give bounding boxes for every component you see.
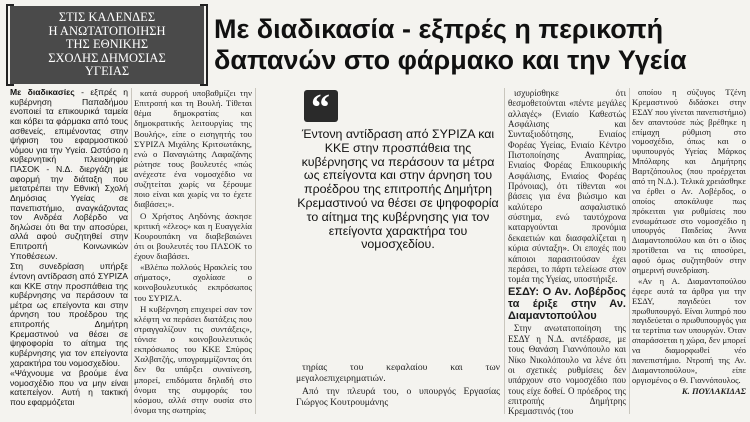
column-2-paragraph-2: Ο Χρήστος Αηδόνης άσκησε κριτική «έλεος» και η Ευαγγελία Κουρουπάκη να διαβεβαιώνει ότι οι βουλευτές του ΠΑΣΟΚ το έχουν διαβάσει. [134, 210, 252, 261]
column-divider [131, 88, 132, 414]
article-column-2 [134, 88, 252, 415]
kicker-line: Η ΑΝΩΤΑΤΟΠΟΙΗΣΗ [48, 23, 166, 38]
column-3-paragraph-2: Από την πλευρά του, ο υπουργός Εργασίας Γιώργος Κουτρουμάνης [296, 385, 500, 408]
kicker-line: ΣΧΟΛΗΣ ΔΗΜΟΣΙΑΣ [48, 50, 166, 65]
column-2-paragraph-4: Η κυβέρνηση επιχειρεί σαν τον κλέφτη να περάσει διατάξεις που στραγγαλίζουν τις συντάξεις», τόνισε ο κοινοβουλευτικός εκπρόσωπος του ΚΚΕ Σπύρος Χαλβατζής, υπογραμμίζοντας ότι δεν θα υπάρξει συναίνεση, μπορεί, επιδόματα δηλαδή στο όνομα της συμφοράς του κόσμου, αλλά στην ουσία στο όνομα της σωτηρίας [134, 303, 252, 415]
column-divider [255, 88, 256, 414]
section-subhead: ΕΣΔΥ: Ο Αν. Λοβέρδος τα έριξε στην Αν. Διαμαντοπούλου [508, 285, 626, 323]
column-5-paragraph-2: «Αν η Α. Διαμαντοπούλου έφερε αυτά τα άρθρα για την ΕΣΔΥ, παγιδεύει τον πρωθυπουργό. Είναι λυπηρό που παγιδεύεται ο πρωθυπουργός για τα τερτίπια των υπουργών. Όταν σπαράσσεται η χώρα, δεν μπορεί να διαμορφωθεί νέο πανεπιστήμιο. Ντροπή της Αν. Διαμαντοπούλου», είπε οργισμένος ο Θ. Γιαννόπουλος. [632, 275, 746, 385]
lead-in: Με διαδικασίες [10, 87, 75, 97]
column-divider [629, 88, 630, 414]
pull-quote [296, 87, 500, 252]
quote-icon: “ [304, 90, 338, 122]
column-1-paragraph-3: «Ψάχνουμε να βρούμε ένα νομοσχέδιο που να μην είναι κατεπείγον. Αυτή η τακτική που εφαρμόζεται [10, 368, 128, 407]
headline [214, 14, 744, 76]
article-column-3 [296, 362, 500, 408]
kicker-box [10, 6, 204, 84]
column-3-paragraph-1: τηρίας του κεφαλαίου και των μεγαλοεπιχειρηματιών. [296, 362, 500, 385]
author-signature: Κ. ΠΟΥΛΑΚΙΔΑΣ [681, 385, 746, 396]
column-4-paragraph-1: ισχυρίσθηκε ότι θεσμοθετούνται «πέντε μεγάλες αλλαγές» (Ενιαίο Καθεστώς Ασφάλισης και Συνταξιοδότησης, Ενιαίος Φορέας Υγείας, Ενιαίο Κέντρο Πιστοποίησης Αναπηρίας, Ενιαίος Φορέας Επικουρικής Ασφάλισης, Ενιαίος Φορέας Πρόνοιας), ότι τίθενται «οι βάσεις για ένα βιώσιμο και καλύτερο ασφαλιστικό σύστημα, ενώ ταυτόχρονα καταργούνται προνόμια δεκαετιών και διασφαλίζεται η κύρια σύνταξη». Οι εποχές που κάποιοι παρασιτούσαν έχει περάσει, το πάρτι τελείωσε στον τομέα της Υγείας, υποστήριξε. [508, 88, 626, 285]
kicker-line: ΤΗΣ ΕΘΝΙΚΗΣ [65, 37, 149, 51]
column-1-paragraph-1 [10, 88, 128, 261]
kicker-line: ΥΓΕΙΑΣ [84, 64, 130, 78]
headline-line-1: Με διαδικασία - εξπρές η περικοπή [214, 14, 664, 44]
column-2-paragraph-1: κατά συρροή υποβαθμίζει την Επιτροπή και τη Βουλή. Τίθεται θέμα δημοκρατίας και δημοκρατικής λειτουργίας της Βουλής», είπε ο εισηγητής του ΣΥΡΙΖΑ Μιχάλης Κριτσωτάκης, ενώ ο Παναγιώτης Λαφαζάνης ρώτησε τους βουλευτές «πώς ανέχεστε ένα νομοσχέδιο να συζητείται χωρίς να ξέρουμε ποιο είναι και χωρίς να το έχετε διαβάσει;». [134, 88, 252, 210]
article-column-5 [632, 88, 746, 397]
lead-paragraph-text: - εξπρές η κυβέρνηση Παπαδήμου ενοποιεί τα επικουρικά ταμεία και κόβει τα φάρμακα από τους ασθενείς, επιμένοντας στην ψήφιση του εφαρμοστικού νόμου για την Υγεία. Ωστόσο η κυβερνητική πλειοψηφία ΠΑΣΟΚ - Ν.Δ. διεργάζη με αφορμή την διάταξη που μετατρέπει την Εθνική Σχολή Δημόσιας Υγείας σε πανεπιστήμιο, αναγκάζοντας τον Ανδρέα Λοβέρδο να δηλώσει ότι θα την αποσύρει, αλλά αφού συζητηθεί στην Επιτροπή Κοινωνικών Υποθέσεων. [10, 87, 128, 261]
headline-line-2: δαπανών στο φάρμακο και την Υγεία [214, 45, 687, 75]
column-divider [504, 88, 505, 414]
article-column-1 [10, 88, 128, 408]
column-1-paragraph-2: Στη συνεδρίαση υπήρξε έντονη αντίδραση από ΣΥΡΙΖΑ και ΚΚΕ στην προσπάθεια της κυβέρνησης να περάσουν τα μέτρα ως επείγοντα και στην άρνηση του προέδρου της επιτροπής Δημήτρη Κρεμαστινού να θέσει σε ψηφοφορία το αίτημα της κυβέρνησης για τον επείγοντα χαρακτήρα του νομοσχεδίου. [10, 261, 128, 368]
kicker-line: ΣΤΙΣ ΚΑΛΕΝΔΕΣ [58, 10, 156, 24]
column-5-paragraph-1: οποίου η σύζυγος Τζένη Κρεμαστινού διδάσκει στην ΕΣΔΥ που γίνεται πανεπιστήμιο) δεν απαντούσε πώς βρέθηκε η επίμαχη ρύθμιση στο νομοσχέδιο, όπως και ο υφυπουργός Υγείας Μάρκος Μπόλαρης και Δημήτρης Βαρτζόπουλος (που προέρχεται από τη Ν.Δ.). Τελικά χρειάσθηκε να έρθει ο Αν. Λοβέρδος, ο οποίος αποκάλυψε πως πρόκειται για ρυθμίσεις που ενσωμάτωσε στο νομοσχέδιο η υπουργός Παιδείας Άννα Διαμαντοπούλου και ότι ο ίδιος προτίθεται να τις αποσύρει, αφού όμως συζητηθούν στην σημερινή συνεδρίαση. [632, 87, 746, 276]
pull-quote-text: Έντονη αντίδραση από ΣΥΡΙΖΑ και ΚΚΕ στην προσπάθεια της κυβέρνησης να περάσουν τα μέτρα ως επείγοντα και στην άρνηση του προέδρου της επιτροπής Δημήτρη Κρεμαστινού να θέσει σε ψηφοφορία το αίτημα της κυβέρνησης για τον επείγοντα χαρακτήρα του νομοσχεδίου. [297, 127, 499, 252]
column-2-paragraph-3: «Βλέπω πολλούς Ηρακλείς του σήματος», σχολίασε ο κοινοβουλευτικός εκπρόσωπος του ΣΥΡΙΖΑ. [134, 262, 252, 303]
column-4-paragraph-2: Στην ανωτατοποίηση της ΕΣΔΥ η Ν.Δ. αντέδρασε, με τους Θανάση Γιαννόπουλο και Νίκο Νικολόπουλο να λένε ότι οι σχετικές ρυθμίσεις δεν υπάρχουν στο νομοσχέδιο που τους είχε δοθεί. Ο πρόεδρος της επιτροπής Δημήτρης Κρεμαστινός (του [508, 323, 626, 417]
article-column-4 [508, 88, 626, 417]
